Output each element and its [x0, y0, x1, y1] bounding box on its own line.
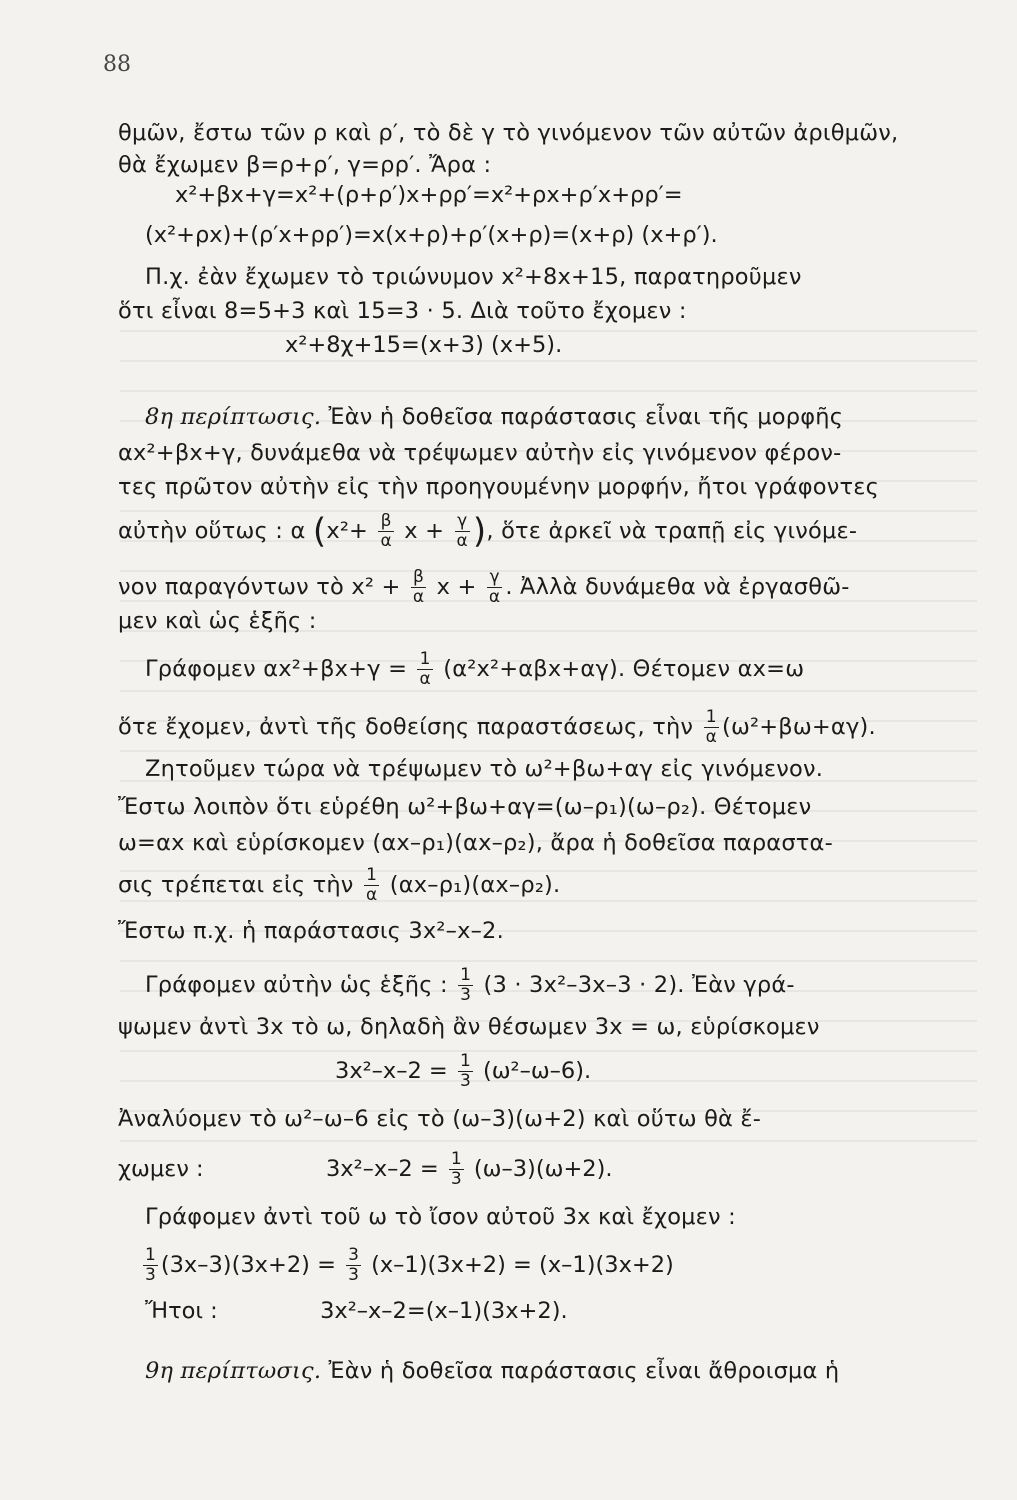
text-line-12-c: . Ἀλλὰ δυνάμεθα νὰ ἐργασθῶ- [505, 574, 850, 600]
equation-line-28 [145, 1298, 568, 1324]
text-line-9: αx²+βx+γ, δυνάμεθα νὰ τρέψωμεν αὐτὴν εἰς γινόμενον φέρον- [118, 440, 842, 466]
text-line-27-a: (3x–3)(3x+2) = [160, 1252, 336, 1278]
text-line-13: μεν καὶ ὡς ἑξῆς : [118, 608, 317, 634]
text-line-25-c: (ω–3)(ω+2). [473, 1156, 613, 1182]
case-heading-8: 8η περίπτωσις. [145, 404, 322, 430]
text-line-21-b: (3 · 3x²–3x–3 · 2). Ἐὰν γρά- [483, 972, 795, 998]
text-line-20: Ἔστω π.χ. ἡ παράστασις 3x²–x–2. [118, 918, 504, 944]
text-line-11-b: x²+ [326, 518, 369, 544]
text-line-11-d: , ὅτε ἀρκεῖ νὰ τραπῇ εἰς γινόμε- [486, 518, 858, 544]
fraction-one-over-three-2: $\frac{1}{3}$ [459, 1051, 471, 1091]
text-line-23-b: (ω²–ω–6). [482, 1058, 592, 1084]
text-line-19-b: (αx–ρ₁)(αx–ρ₂). [389, 872, 561, 898]
text-line-14-a: Γράφομεν αx²+βx+γ = [145, 656, 408, 682]
text-line-15-a: ὅτε ἔχομεν, ἀντὶ τῆς δοθείσης παραστάσεως, τὴν [118, 714, 694, 740]
text-line-10: τες πρῶτον αὐτὴν εἰς τὴν προηγουμένην μορφήν, ἤτοι γράφοντες [118, 474, 879, 500]
text-line-12-a: νον παραγόντων τὸ x² + [118, 574, 401, 600]
text-line-14 [145, 650, 959, 689]
text-line-21-a: Γράφομεν αὐτὴν ὡς ἑξῆς : [145, 972, 448, 998]
text-line-2: θὰ ἔχωμεν β=ρ+ρ′, γ=ρρ′. Ἄρα : [118, 152, 492, 178]
text-line-1: θμῶν, ἔστω τῶν ρ καὶ ρ′, τὸ δὲ γ τὸ γινόμενον τῶν αὐτῶν ἀριθμῶν, [118, 120, 899, 146]
text-line-8-rest: Ἐὰν ἡ δοθεῖσα παράστασις εἶναι τῆς μορφῆς [321, 404, 844, 430]
right-paren: ) [472, 511, 487, 552]
text-line-17: Ἔστω λοιπὸν ὅτι εὑρέθη ω²+βω+αγ=(ω–ρ₁)(ω–ρ₂). Θέτομεν [118, 794, 812, 820]
fraction-one-over-three-3: $\frac{1}{3}$ [450, 1149, 462, 1189]
text-line-24: Ἀναλύομεν τὸ ω²–ω–6 εἰς τὸ (ω–3)(ω+2) καὶ οὕτω θὰ ἔ- [118, 1106, 762, 1132]
equation-line-25 [118, 1150, 613, 1189]
fraction-beta-over-alpha-2: $\frac{\beta}{\alpha}$ [412, 567, 425, 607]
fraction-one-over-three: $\frac{1}{3}$ [460, 965, 472, 1005]
text-line-5: Π.χ. ἐὰν ἔχωμεν τὸ τριώνυμον x²+8x+15, παρατηροῦμεν [145, 264, 802, 290]
text-line-29-rest: Ἐὰν ἡ δοθεῖσα παράστασις εἶναι ἄθροισμα ἡ [321, 1358, 840, 1384]
text-line-27-b: (x–1)(3x+2) = (x–1)(3x+2) [371, 1252, 674, 1278]
text-line-15 [118, 708, 959, 747]
text-line-18: ω=αx καὶ εὑρίσκομεν (αx–ρ₁)(αx–ρ₂), ἄρα ἡ δοθεῖσα παραστα- [118, 830, 833, 856]
text-line-28-a: Ἤτοι : [145, 1298, 218, 1324]
fraction-gamma-over-alpha-2: $\frac{\gamma}{\alpha}$ [488, 567, 501, 607]
fraction-one-over-alpha-3: $\frac{1}{\alpha}$ [365, 865, 378, 905]
text-line-22: ψωμεν ἀντὶ 3x τὸ ω, δηλαδὴ ἂν θέσωμεν 3x = ω, εὑρίσκομεν [118, 1014, 820, 1040]
text-line-15-b: (ω²+βω+αγ). [721, 714, 876, 740]
text-line-11-c: x + [404, 518, 445, 544]
fraction-one-over-three-4: $\frac{1}{3}$ [145, 1245, 156, 1285]
text-line-23-a: 3x²–x–2 = [335, 1058, 448, 1084]
text-line-16: Ζητοῦμεν τώρα νὰ τρέψωμεν τὸ ω²+βω+αγ εἰς γινόμενον. [145, 756, 824, 782]
text-line-21 [145, 966, 959, 1005]
text-line-19-a: σις τρέπεται εἰς τὴν [118, 872, 354, 898]
text-line-29 [145, 1356, 959, 1386]
fraction-gamma-over-alpha: $\frac{\gamma}{\alpha}$ [456, 511, 468, 551]
case-heading-9: 9η περίπτωσις. [145, 1358, 322, 1384]
text-line-14-b: (α²x²+αβx+αγ). Θέτομεν αx=ω [443, 656, 805, 682]
text-line-12-b: x + [436, 574, 477, 600]
equation-line-23 [335, 1052, 591, 1091]
text-line-11 [118, 512, 959, 551]
text-line-8 [145, 402, 959, 432]
page-number: 88 [103, 52, 131, 77]
text-line-19 [118, 866, 959, 905]
fraction-beta-over-alpha: $\frac{\beta}{\alpha}$ [380, 511, 392, 551]
fraction-one-over-alpha-2: $\frac{1}{\alpha}$ [705, 707, 717, 747]
text-line-26: Γράφομεν ἀντὶ τοῦ ω τὸ ἴσον αὐτοῦ 3x καὶ ἔχομεν : [145, 1204, 736, 1230]
equation-line-7: x²+8χ+15=(x+3) (x+5). [285, 332, 563, 358]
equation-line-27 [140, 1246, 674, 1285]
equation-line-4: (x²+ρx)+(ρ′x+ρρ′)=x(x+ρ)+ρ′(x+ρ)=(x+ρ) (x+ρ′). [145, 222, 718, 248]
text-line-6: ὅτι εἶναι 8=5+3 καὶ 15=3 · 5. Διὰ τοῦτο ἔχομεν : [118, 298, 687, 324]
text-line-25-a: χωμεν : [118, 1156, 204, 1182]
equation-line-3: x²+βx+γ=x²+(ρ+ρ′)x+ρρ′=x²+ρx+ρ′x+ρρ′= [175, 182, 683, 208]
text-line-28-b: 3x²–x–2=(x–1)(3x+2). [320, 1298, 568, 1324]
text-line-11-a: αὐτὴν οὕτως : α [118, 518, 306, 544]
text-line-25-b: 3x²–x–2 = [325, 1156, 439, 1182]
left-paren: ( [312, 511, 327, 552]
fraction-three-over-three: $\frac{3}{3}$ [348, 1245, 359, 1285]
fraction-one-over-alpha: $\frac{1}{\alpha}$ [419, 649, 431, 689]
text-line-12 [118, 568, 959, 607]
